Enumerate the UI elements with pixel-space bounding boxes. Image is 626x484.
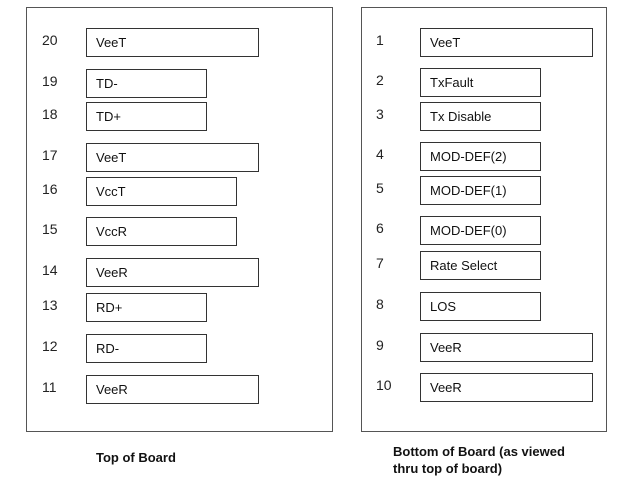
pin-label-1: VeeT xyxy=(420,28,593,57)
pin-label-8: LOS xyxy=(420,292,541,321)
pin-number-6: 6 xyxy=(376,220,384,236)
pin-number-1: 1 xyxy=(376,32,384,48)
pin-label-14: VeeR xyxy=(86,258,259,287)
pin-number-12: 12 xyxy=(42,338,58,354)
pin-label-3: Tx Disable xyxy=(420,102,541,131)
pin-label-2: TxFault xyxy=(420,68,541,97)
pin-number-13: 13 xyxy=(42,297,58,313)
pin-label-10: VeeR xyxy=(420,373,593,402)
pin-label-19: TD- xyxy=(86,69,207,98)
pin-number-14: 14 xyxy=(42,262,58,278)
pin-number-20: 20 xyxy=(42,32,58,48)
pin-number-2: 2 xyxy=(376,72,384,88)
pin-number-18: 18 xyxy=(42,106,58,122)
pin-label-20: VeeT xyxy=(86,28,259,57)
pin-number-11: 11 xyxy=(42,379,57,395)
pin-number-16: 16 xyxy=(42,181,58,197)
pin-number-4: 4 xyxy=(376,146,384,162)
pin-number-15: 15 xyxy=(42,221,58,237)
pin-label-13: RD+ xyxy=(86,293,207,322)
pin-label-5: MOD-DEF(1) xyxy=(420,176,541,205)
pin-label-12: RD- xyxy=(86,334,207,363)
pin-number-8: 8 xyxy=(376,296,384,312)
pin-label-9: VeeR xyxy=(420,333,593,362)
pin-label-16: VccT xyxy=(86,177,237,206)
pin-label-15: VccR xyxy=(86,217,237,246)
pin-label-17: VeeT xyxy=(86,143,259,172)
bottom-board-caption: Bottom of Board (as viewed thru top of board) xyxy=(393,444,565,476)
pin-number-9: 9 xyxy=(376,337,384,353)
pin-number-7: 7 xyxy=(376,255,384,271)
pin-number-5: 5 xyxy=(376,180,384,196)
pin-number-3: 3 xyxy=(376,106,384,122)
pin-label-4: MOD-DEF(2) xyxy=(420,142,541,171)
pin-label-18: TD+ xyxy=(86,102,207,131)
pin-number-19: 19 xyxy=(42,73,58,89)
pin-number-10: 10 xyxy=(376,377,392,393)
pin-label-6: MOD-DEF(0) xyxy=(420,216,541,245)
pin-label-11: VeeR xyxy=(86,375,259,404)
pin-label-7: Rate Select xyxy=(420,251,541,280)
top-board-caption: Top of Board xyxy=(96,450,176,465)
pin-number-17: 17 xyxy=(42,147,58,163)
